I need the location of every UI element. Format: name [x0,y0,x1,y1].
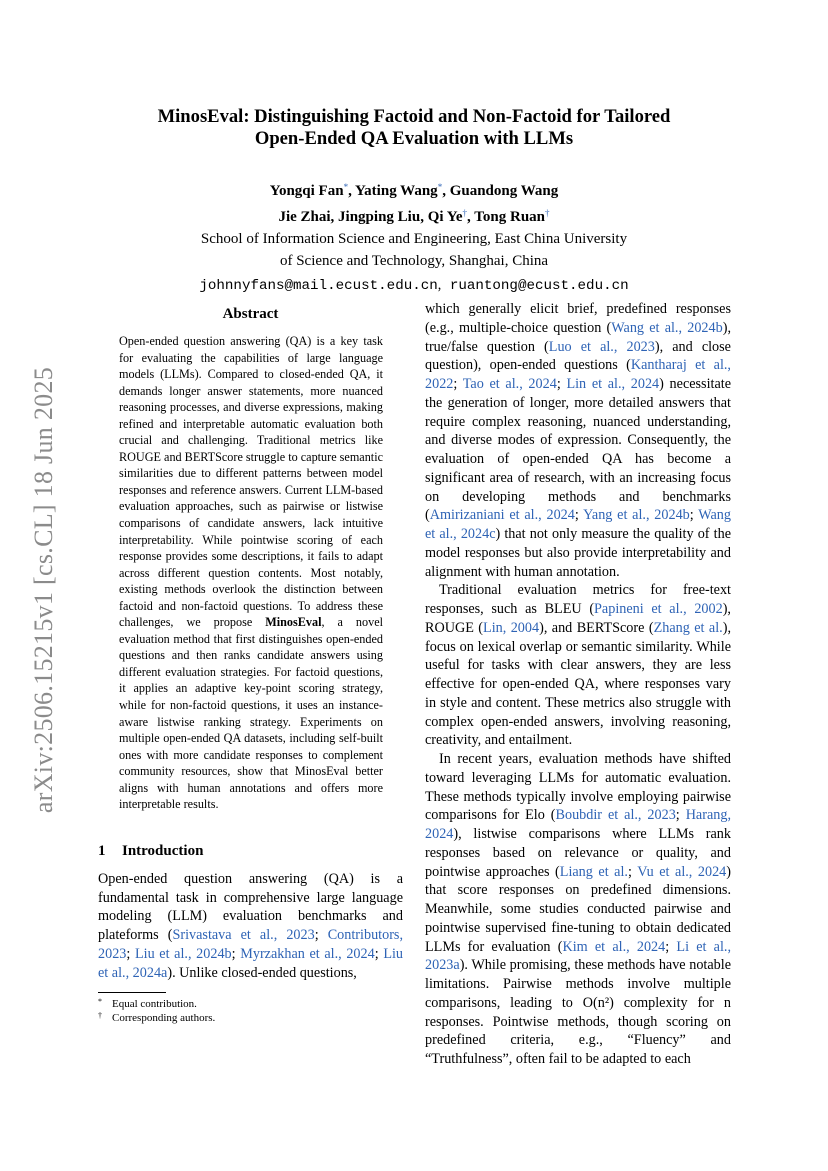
author-name: Tong Ruan [474,209,546,225]
paragraph-text: ; [675,807,686,824]
paragraph-text: ). While promising, these methods have notable limitations. Pairwise methods involve multiple comparisons, leading to O(n²) complexity for n responses. Pointwise methods, though scoring on predefined criteria, e.g., “Fluency” and “Truthfulness”, often fail to be adapted to each [425,957,731,1067]
citation-link[interactable]: Vu et al., 2024 [637,863,727,880]
citation-link[interactable]: Liang et al. [559,863,628,880]
method-name-emphasis: MinosEval [265,615,322,630]
paragraph-text: which generally elicit brief, predefined responses (e.g., multiple-choice question ( [425,301,731,336]
footnote-text: Equal contribution. [112,998,197,1011]
paragraph-text: ) that not only measure the quality of the model responses but also provide interpretability and alignment with human annotation. [425,526,731,580]
paper-header [100,106,728,297]
author-name: Jingping Liu [338,209,421,225]
author-names-line-1: Yongqi Fan*, Yating Wang*, Guandong Wang [269,182,559,199]
section-heading-introduction [98,843,403,860]
paragraph-text: Open-ended question answering (QA) is a fundamental task in comprehensive large language modeling (LLM) evaluation benchmarks and plateforms ( [98,870,403,944]
paragraph-text: ; [665,938,677,955]
paragraph-text: ), true/false question ( [425,319,731,355]
body-paragraph [425,581,731,750]
citation-link[interactable]: Kim et al., 2024 [562,938,666,955]
author-name: Yongqi Fan [269,183,344,199]
paragraph-text: ), focus on lexical overlap or semantic similarity. While useful for tasks with clear answers, they are less effective for open-ended QA, where responses vary in style and content. These metrics also struggle with complex open-ended answers, involving reasoning, creativity, and entailment. [425,619,731,749]
paragraph-text: ), and BERTScore ( [539,619,654,636]
paragraph-text: ) that score responses on predefined dimensions. Meanwhile, some studies conducted pairwise and pointwise supervised fine-tuning to obtain dedicated LLMs for evaluation ( [425,863,731,955]
citation-link[interactable]: Amirizaniani et al., 2024 [429,507,575,524]
abstract-text: , a novel evaluation method that first distinguishes open-ended questions and then ranks candidate answers using different evaluation strategies. For factoid questions, it applies an adaptive key-point scoring strategy, while for non-factoid questions, it uses an instance-aware listwise ranking strategy. Experiments on multiple open-ended QA datasets, including self-built ones with more candidate responses to complement community resources, show that MinosEval better aligns with human annotations and offers more interpretable results. [119,615,383,812]
citation-link[interactable]: Lin, 2004 [483,619,540,636]
footnote-mark: * [98,997,102,1007]
author-name: Yating Wang [355,183,438,199]
footnote-divider [98,992,166,993]
author-name: Guandong Wang [449,183,559,199]
section-number: 1 [98,842,106,859]
email-johnnyfans[interactable]: johnnyfans@mail.ecust.edu.cn [199,278,438,294]
title-line-2: Open-Ended QA Evaluation with LLMs [254,128,574,149]
citation-link[interactable]: Zhang et al. [653,619,723,636]
citation-link[interactable]: Srivastava et al., 2023 [172,927,315,944]
citation-link[interactable]: Luo et al., 2023 [548,338,655,355]
paragraph-text: ; [231,945,241,962]
footnote-mark: † [98,1011,102,1021]
citation-link[interactable]: Boubdir et al., 2023 [555,807,676,824]
section-title: Introduction [122,842,204,859]
paragraph-text: ; [574,507,584,524]
citation-link[interactable]: Contributors, 2023 [98,927,403,962]
footnotes [98,997,403,1025]
author-block [100,176,728,297]
paragraph-text: ) necessitate the generation of longer, more detailed answers that require complex reasoning, nuanced understanding, and diverse modes of expression. Consequently, the evaluation of open-ended QA has become a significant area of research, with an increasing focus on developing methods and benchmarks ( [425,376,731,524]
paragraph-text: ; [689,507,699,524]
body-paragraph [425,300,731,581]
citation-link[interactable]: Lin et al., 2024 [566,376,660,392]
affiliation-line-2: of Science and Technology, Shanghai, China [279,253,549,269]
author-affiliation-mark[interactable]: † [462,208,468,218]
citation-link[interactable]: Papineni et al., 2002 [594,601,723,617]
citation-link[interactable]: Yang et al., 2024b [583,507,690,524]
paragraph-text: ), and close question), open-ended questions ( [425,338,731,374]
introduction-paragraph [98,870,403,983]
left-column [98,300,403,1025]
paragraph-text: ). Unlike closed-ended questions, [167,964,357,981]
paragraph-text: ; [627,863,638,880]
arxiv-identifier-text: arXiv:2506.15215v1 [cs.CL] 18 Jun 2025 [29,366,58,814]
right-column [425,300,731,1069]
footnote [98,997,403,1011]
arxiv-identifier-stamp [24,350,64,830]
citation-link[interactable]: Tao et al., 2024 [462,376,557,392]
paragraph-text: ; [374,945,384,962]
citation-link[interactable]: Wang et al., 2024c [425,507,731,542]
paragraph-text: ; [453,376,463,392]
email-separator: , [437,277,442,293]
author-affiliation-mark[interactable]: * [437,182,443,192]
citation-link[interactable]: Kantharaj et al., 2022 [425,357,731,392]
paragraph-text: ; [556,376,567,392]
author-affiliation-mark[interactable]: † [545,208,550,218]
citation-link[interactable]: Harang, 2024 [425,807,731,842]
paragraph-text: ; [126,945,135,962]
abstract-heading: Abstract [222,306,279,322]
citation-link[interactable]: Myrzakhan et al., 2024 [240,945,375,962]
paragraph-text: ; [314,927,328,944]
citation-link[interactable]: Li et al., 2023a [425,938,731,974]
citation-link[interactable]: Liu et al., 2024b [134,945,232,962]
paragraph-text: ), ROUGE ( [425,601,731,636]
footnote-text: Corresponding authors. [112,1012,216,1025]
abstract-text: Open-ended question answering (QA) is a key task for evaluating the capabilities of large language models (LLMs). Compared to closed-ended QA, it demands longer answer statements, more nuanced reasoning processes, and diverse expressions, making refined and interpretable automatic evaluation both crucial and challenging. Traditional metrics like ROUGE and BERTScore struggle to capture semantic similarities due to different patterns between model responses and reference answers. Current LLM-based evaluation approaches, such as pairwise or listwise comparisons of candidate answers, lack intuitive interpretability. While pointwise scoring of each response provides some descriptions, it fails to adapt across different question contents. Most notably, existing methods overlook the distinction between factoid and non-factoid questions. To address these challenges, we propose [119,334,383,630]
paragraph-text: In recent years, evaluation methods have shifted toward leveraging LLMs for automatic evaluation. These methods typically involve employing pairwise comparisons for Elo ( [425,751,731,824]
affiliation-line-1: School of Information Science and Engineering, East China University [200,231,628,247]
abstract-body [119,333,383,813]
paper-title [100,106,728,150]
footnote [98,1011,403,1025]
citation-link[interactable]: Liu et al., 2024a [98,945,404,981]
author-emails [100,274,728,297]
author-name: Jie Zhai [278,209,331,225]
author-name: Qi Ye [427,209,463,225]
title-line-1: MinosEval: Distinguishing Factoid and Non-Factoid for Tailored [157,106,671,127]
email-ruantong[interactable]: ruantong@ecust.edu.cn [449,278,629,294]
author-affiliation-mark[interactable]: * [343,182,349,192]
paragraph-text: Traditional evaluation metrics for free-text responses, such as BLEU ( [425,582,731,617]
citation-link[interactable]: Wang et al., 2024b [611,319,723,336]
body-paragraph [425,750,731,1069]
author-names-line-2: Jie Zhai, Jingping Liu, Qi Ye†, Tong Ruan† [278,208,550,225]
paragraph-text: ), listwise comparisons where LLMs rank responses based on relevance or quality, and pointwise approaches ( [425,826,731,880]
